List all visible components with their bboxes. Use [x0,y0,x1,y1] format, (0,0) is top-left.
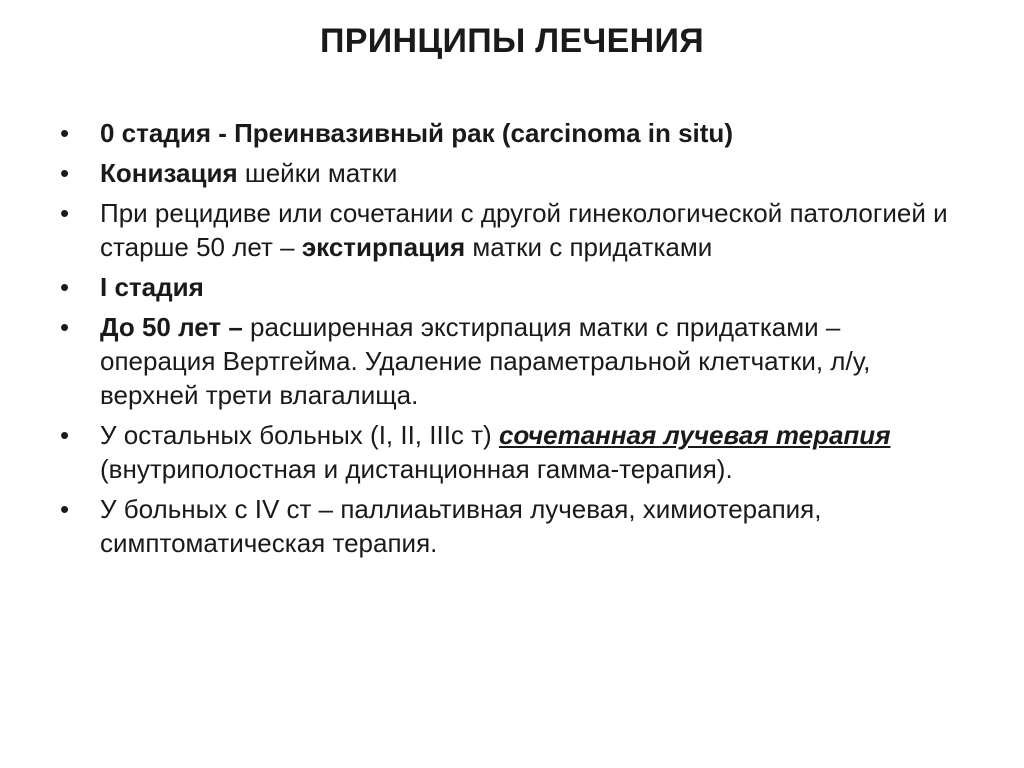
bullet-text: расширенная экстирпация матки с придатками – операция Вертгейма. Удаление параметральной клетчатки, л/у, верхней трети влагалища. [100,312,871,410]
bullet-icon: • [60,312,70,342]
bullet-icon: • [60,272,70,302]
bullet-list [60,116,960,566]
bullet-text-bold: До 50 лет – [100,312,243,342]
bullet-text-emphasis: сочетанная лучевая терапия [498,420,891,450]
bullet-text: При рецидиве или сочетании с другой гинекологической патологией и старше 50 лет – [100,198,948,262]
bullet-item-6 [60,418,960,486]
bullet-text-bold: I стадия [100,272,204,302]
slide-title: ПРИНЦИПЫ ЛЕЧЕНИЯ [320,22,704,60]
bullet-item-1 [60,116,960,150]
bullet-text-bold: экстирпация [301,232,466,262]
bullet-text: матки с придатками [465,232,713,262]
bullet-item-2 [60,156,960,190]
bullet-icon: • [60,118,70,148]
bullet-icon: • [60,494,70,524]
bullet-item-5 [60,310,960,412]
bullet-text: шейки матки [237,158,398,188]
bullet-text: У остальных больных (I, II, IIIc т) [100,420,499,450]
bullet-item-3 [60,196,960,264]
bullet-text: У больных с IV ст – паллиаьтивная лучевая, химиотерапия, симптоматическая терапия. [100,494,822,558]
bullet-icon: • [60,198,70,228]
bullet-text: 0 стадия - Преинвазивный рак (carcinoma in situ) [100,118,733,148]
bullet-item-4 [60,270,960,304]
bullet-icon: • [60,420,70,450]
bullet-icon: • [60,158,70,188]
bullet-text-bold: Конизация [100,158,238,188]
bullet-item-7 [60,492,960,560]
bullet-text: (внутриполостная и дистанционная гамма-терапия). [100,454,733,484]
